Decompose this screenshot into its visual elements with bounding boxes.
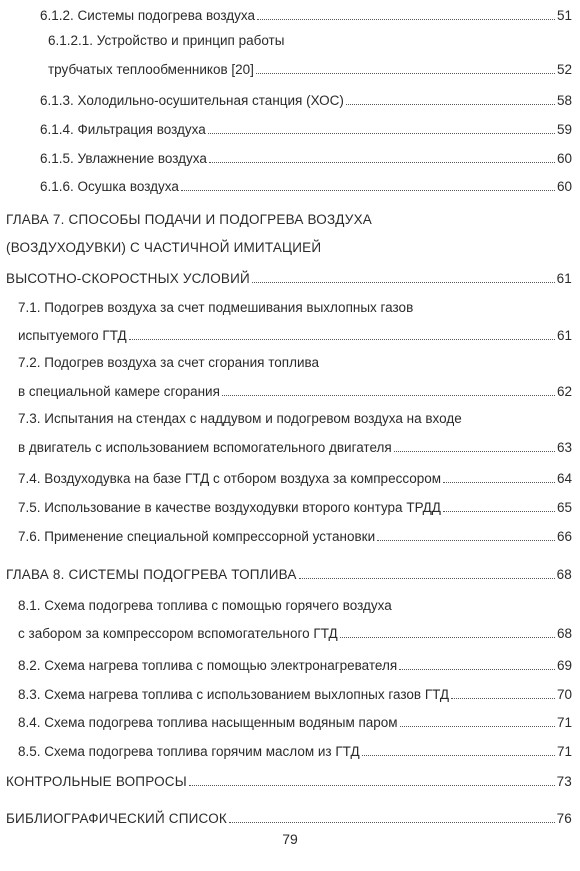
- toc-entry: [18, 652, 572, 674]
- toc-leader-dots: [399, 669, 555, 670]
- toc-entry-text: 6.1.2.1. Устройство и принцип работы: [48, 33, 285, 48]
- toc-leader-dots: [208, 133, 555, 134]
- toc-entry-text: 7.1. Подогрев воздуха за счет подмешивания выхлопных газов: [18, 300, 414, 315]
- page-number: 79: [282, 831, 298, 847]
- toc-entry-page: 71: [556, 715, 572, 730]
- toc-entry-page: 76: [556, 811, 572, 826]
- toc-entry: [18, 378, 572, 400]
- toc-entry-page: 70: [556, 687, 572, 702]
- toc-entry-text: в специальной камере сгорания: [18, 384, 220, 399]
- toc-entry-page: 65: [556, 500, 572, 515]
- toc-leader-dots: [346, 104, 555, 105]
- toc-entry: [48, 56, 572, 78]
- toc-leader-dots: [181, 190, 555, 191]
- toc-entry: [18, 322, 572, 344]
- toc-entry-text: 8.2. Схема нагрева топлива с помощью электронагревателя: [18, 658, 398, 673]
- toc-entry-page: 61: [556, 271, 572, 286]
- toc-entry-page: 64: [556, 471, 572, 486]
- toc-entry-page: 66: [556, 529, 572, 544]
- toc-entry-text: ВЫСОТНО-СКОРОСТНЫХ УСЛОВИЙ: [6, 271, 250, 286]
- toc-entry-page: 59: [556, 122, 572, 137]
- chapter-heading: (ВОЗДУХОДУВКИ) С ЧАСТИЧНОЙ ИМИТАЦИЕЙ: [6, 240, 322, 255]
- toc-entry-text: 6.1.2. Системы подогрева воздуха: [40, 8, 255, 23]
- toc-entry-page: 69: [556, 658, 572, 673]
- toc-entry-text: 7.4. Воздуходувка на базе ГТД с отбором воздуха за компрессором: [18, 471, 442, 486]
- toc-entry-text: 8.4. Схема подогрева топлива насыщенным водяным паром: [18, 715, 398, 730]
- toc-leader-dots: [299, 578, 555, 579]
- toc-entry-page: 63: [556, 440, 572, 455]
- toc-leader-dots: [222, 395, 555, 396]
- toc-entry: [18, 523, 572, 545]
- toc-entry-text: 7.2. Подогрев воздуха за счет сгорания топлива: [18, 355, 320, 370]
- toc-leader-dots: [252, 282, 555, 283]
- toc-entry: [18, 709, 572, 731]
- toc-leader-dots: [443, 482, 555, 483]
- toc-entry: [6, 265, 572, 287]
- toc-entry: [40, 145, 572, 167]
- toc-entry-text: трубчатых теплообменников [20]: [48, 62, 254, 77]
- toc-entry-text: БИБЛИОГРАФИЧЕСКИЙ СПИСОК: [6, 811, 227, 826]
- toc-entry-text: в двигатель с использованием вспомогательного двигателя: [18, 440, 392, 455]
- toc-entry-text: КОНТРОЛЬНЫЕ ВОПРОСЫ: [6, 774, 187, 789]
- toc-entry: [6, 561, 572, 583]
- toc-entry: [6, 768, 572, 790]
- toc-entry-text: 8.1. Схема подогрева топлива с помощью горячего воздуха: [18, 598, 392, 613]
- toc-entry-page: 60: [556, 179, 572, 194]
- toc-entry-text: 6.1.3. Холодильно-осушительная станция (ХОС): [40, 93, 344, 108]
- toc-entry: [18, 494, 572, 516]
- toc-entry-page: 68: [556, 626, 572, 641]
- toc-entry-text: ГЛАВА 8. СИСТЕМЫ ПОДОГРЕВА ТОПЛИВА: [6, 567, 297, 582]
- toc-entry-page: 60: [556, 151, 572, 166]
- toc-entry: [18, 434, 572, 456]
- toc-entry-text: 7.5. Использование в качестве воздуходувки второго контура ТРДД: [18, 500, 441, 515]
- toc-leader-dots: [129, 339, 555, 340]
- toc-entry-page: 51: [556, 8, 572, 23]
- toc-entry-text: 6.1.5. Увлажнение воздуха: [40, 151, 207, 166]
- toc-entry-text: 7.6. Применение специальной компрессорной установки: [18, 529, 376, 544]
- toc-entry: [6, 805, 572, 827]
- toc-entry: [40, 173, 572, 195]
- toc-leader-dots: [257, 19, 555, 20]
- toc-entry: [18, 738, 572, 760]
- toc-leader-dots: [443, 511, 555, 512]
- toc-leader-dots: [451, 698, 555, 699]
- toc-leader-dots: [189, 785, 555, 786]
- toc-entry: [40, 87, 572, 109]
- toc-entry-page: 68: [556, 567, 572, 582]
- toc-leader-dots: [362, 755, 555, 756]
- toc-entry-page: 52: [556, 62, 572, 77]
- toc-entry-page: 61: [556, 328, 572, 343]
- toc-leader-dots: [400, 726, 555, 727]
- chapter-heading: ГЛАВА 7. СПОСОБЫ ПОДАЧИ И ПОДОГРЕВА ВОЗДУХА: [6, 212, 372, 227]
- toc-entry: [18, 465, 572, 487]
- toc-entry-text: с забором за компрессором вспомогательного ГТД: [18, 626, 338, 641]
- toc-entry: [18, 620, 572, 642]
- toc-leader-dots: [377, 540, 555, 541]
- toc-entry-page: 62: [556, 384, 572, 399]
- toc-entry-page: 71: [556, 744, 572, 759]
- toc-entry-page: 58: [556, 93, 572, 108]
- toc-entry-page: 73: [556, 774, 572, 789]
- toc-entry: [18, 681, 572, 703]
- toc-leader-dots: [394, 451, 555, 452]
- toc-entry: [40, 116, 572, 138]
- toc-entry-text: 8.5. Схема подогрева топлива горячим маслом из ГТД: [18, 744, 360, 759]
- toc-entry-text: 7.3. Испытания на стендах с наддувом и подогревом воздуха на входе: [18, 411, 462, 426]
- toc-leader-dots: [229, 822, 555, 823]
- toc-entry-text: 6.1.4. Фильтрация воздуха: [40, 122, 206, 137]
- toc-leader-dots: [340, 637, 555, 638]
- toc-entry-text: испытуемого ГТД: [18, 328, 127, 343]
- toc-leader-dots: [256, 73, 555, 74]
- toc-entry: [40, 2, 572, 24]
- toc-entry-text: 6.1.6. Осушка воздуха: [40, 179, 179, 194]
- toc-entry-text: 8.3. Схема нагрева топлива с использованием выхлопных газов ГТД: [18, 687, 450, 702]
- toc-leader-dots: [209, 162, 555, 163]
